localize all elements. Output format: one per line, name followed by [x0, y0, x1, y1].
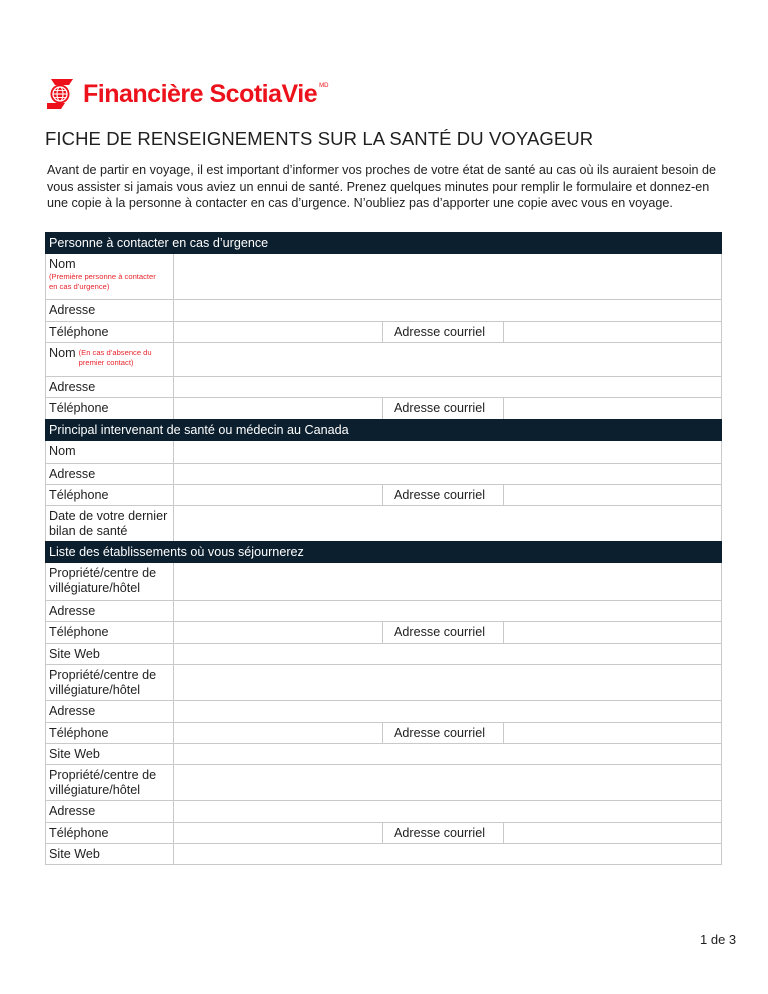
- field-label: Site Web: [46, 744, 174, 764]
- form-row-lodging-address: [46, 700, 721, 722]
- field-label: Téléphone: [46, 398, 174, 419]
- section-header-emergency-contact: Personne à contacter en cas d’urgence: [45, 232, 722, 254]
- travel-health-form: [45, 232, 722, 865]
- field-label: Adresse: [46, 300, 174, 321]
- field-label: Adresse courriel: [383, 485, 504, 505]
- emergency-email-2-field[interactable]: [504, 398, 721, 419]
- field-label: Adresse courriel: [383, 723, 504, 743]
- form-row-emergency-name-1: [46, 254, 721, 299]
- scotia-globe-logo-icon: [45, 77, 75, 111]
- lodging-2-phone-field[interactable]: [174, 723, 383, 743]
- form-row-emergency-phone-1: [46, 321, 721, 342]
- lodging-1-address-field[interactable]: [174, 601, 721, 621]
- form-row-lodging-address: [46, 600, 721, 621]
- lodging-2-email-field[interactable]: [504, 723, 721, 743]
- form-row-doctor-checkup-date: [46, 505, 721, 541]
- field-label: Propriété/centre de villégiature/hôtel: [46, 563, 174, 600]
- lodging-1-phone-field[interactable]: [174, 622, 383, 643]
- lodging-2-property-field[interactable]: [174, 665, 721, 700]
- section-header-doctor: Principal intervenant de santé ou médecin au Canada: [45, 419, 722, 441]
- lodging-3-website-field[interactable]: [174, 844, 721, 864]
- form-row-emergency-address-2: [46, 376, 721, 397]
- field-label: Nom (En cas d’absence du premier contact): [46, 343, 174, 376]
- field-label: Adresse: [46, 801, 174, 822]
- field-label: Téléphone: [46, 322, 174, 342]
- lodging-1-email-field[interactable]: [504, 622, 721, 643]
- form-row-emergency-name-2: [46, 342, 721, 376]
- lodging-3-email-field[interactable]: [504, 823, 721, 843]
- lodging-3-address-field[interactable]: [174, 801, 721, 822]
- lodging-2-address-field[interactable]: [174, 701, 721, 722]
- field-label: Nom: [46, 441, 174, 463]
- form-row-doctor-address: [46, 463, 721, 484]
- brand-name: Financière ScotiaVie: [83, 80, 318, 108]
- page-number: 1 de 3: [700, 932, 737, 947]
- field-label: Site Web: [46, 844, 174, 864]
- doctor-email-field[interactable]: [504, 485, 721, 505]
- form-row-lodging-property: [46, 563, 721, 600]
- emergency-email-1-field[interactable]: [504, 322, 721, 342]
- field-label: Téléphone: [46, 485, 174, 505]
- field-label: Site Web: [46, 644, 174, 664]
- form-row-lodging-property: [46, 764, 721, 800]
- form-row-lodging-website: [46, 743, 721, 764]
- form-row-lodging-website: [46, 843, 721, 864]
- emergency-address-2-field[interactable]: [174, 377, 721, 397]
- doctor-name-field[interactable]: [174, 441, 721, 463]
- form-row-lodging-phone: [46, 722, 721, 743]
- field-label: Adresse: [46, 601, 174, 621]
- field-label: Téléphone: [46, 723, 174, 743]
- lodging-3-phone-field[interactable]: [174, 823, 383, 843]
- form-row-lodging-property: [46, 664, 721, 700]
- form-row-lodging-website: [46, 643, 721, 664]
- form-row-lodging-phone: [46, 822, 721, 843]
- field-label: Adresse: [46, 701, 174, 722]
- form-row-emergency-phone-2: [46, 397, 721, 419]
- form-row-doctor-name: [46, 441, 721, 463]
- emergency-phone-1-field[interactable]: [174, 322, 383, 342]
- field-note: (En cas d’absence du premier contact): [78, 348, 152, 367]
- emergency-name-2-field[interactable]: [174, 343, 721, 376]
- field-note: (Première personne à contacter en cas d’urgence): [49, 272, 156, 291]
- brand-trademark: MD: [319, 83, 329, 89]
- field-label: Date de votre dernier bilan de santé: [46, 506, 174, 541]
- section-header-lodging: Liste des établissements où vous séjournerez: [45, 541, 722, 563]
- brand-logo: [45, 77, 328, 111]
- emergency-address-1-field[interactable]: [174, 300, 721, 321]
- field-label: Téléphone: [46, 823, 174, 843]
- lodging-1-property-field[interactable]: [174, 563, 721, 600]
- form-row-lodging-phone: [46, 621, 721, 643]
- emergency-phone-2-field[interactable]: [174, 398, 383, 419]
- field-label: Nom (Première personne à contacter en cas d’urgence): [46, 254, 174, 299]
- field-label: Adresse courriel: [383, 322, 504, 342]
- field-label: Adresse courriel: [383, 398, 504, 419]
- last-checkup-date-field[interactable]: [174, 506, 721, 541]
- intro-paragraph: Avant de partir en voyage, il est important d’informer vos proches de votre état de santé au cas où ils auraient besoin de vous assister si jamais vous aviez un ennui de santé. Prenez quelques minutes pour remplir le formulaire et donnez-en une copie à la personne à contacter en cas d’urgence. N’oubliez pas d’apporter une copie avec vous en voyage.: [47, 163, 717, 210]
- form-row-emergency-address-1: [46, 299, 721, 321]
- emergency-name-1-field[interactable]: [174, 254, 721, 299]
- field-label: Adresse courriel: [383, 622, 504, 643]
- field-label: Propriété/centre de villégiature/hôtel: [46, 765, 174, 800]
- field-label: Adresse: [46, 377, 174, 397]
- lodging-2-website-field[interactable]: [174, 744, 721, 764]
- doctor-phone-field[interactable]: [174, 485, 383, 505]
- form-row-doctor-phone: [46, 484, 721, 505]
- form-row-lodging-address: [46, 800, 721, 822]
- document-title: FICHE DE RENSEIGNEMENTS SUR LA SANTÉ DU VOYAGEUR: [45, 128, 594, 149]
- field-label: Adresse: [46, 464, 174, 484]
- doctor-address-field[interactable]: [174, 464, 721, 484]
- field-label: Propriété/centre de villégiature/hôtel: [46, 665, 174, 700]
- field-label: Téléphone: [46, 622, 174, 643]
- field-label: Adresse courriel: [383, 823, 504, 843]
- lodging-1-website-field[interactable]: [174, 644, 721, 664]
- lodging-3-property-field[interactable]: [174, 765, 721, 800]
